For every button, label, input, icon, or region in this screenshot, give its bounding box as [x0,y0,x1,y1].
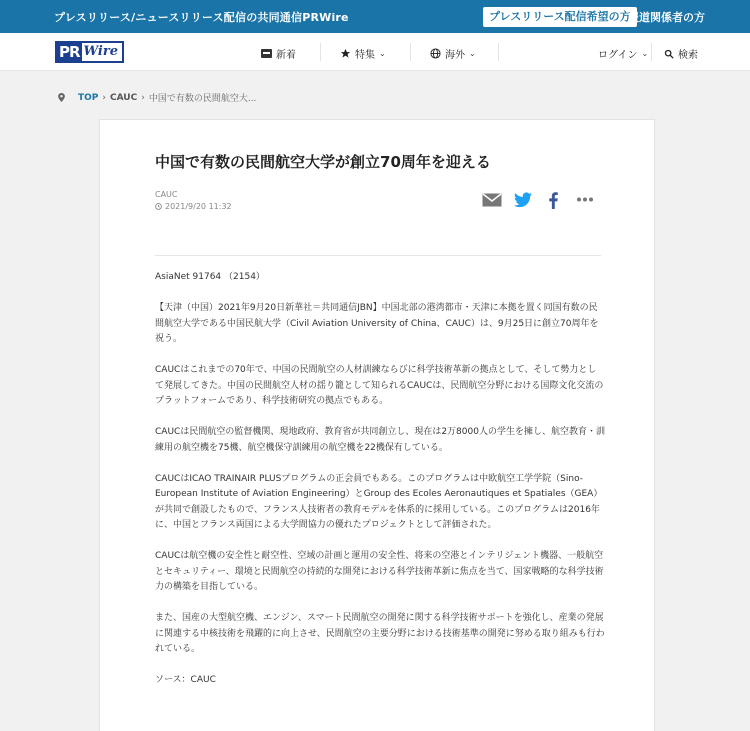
breadcrumb-separator-icon: › [141,92,145,103]
breadcrumb-company[interactable]: CAUC [110,92,138,103]
article-date-text: 2021/9/20 11:32 [165,202,232,211]
nav-search-label: 検索 [678,50,698,61]
chevron-down-icon: ⌄ [379,49,386,58]
nav-overseas[interactable] [430,46,476,61]
nav-search[interactable] [664,46,698,61]
search-icon [664,49,674,59]
article-title: 中国で有数の民間航空大学が創立70周年を迎える [155,153,491,171]
nav-login-label: ログイン [598,50,638,61]
twitter-icon[interactable] [514,192,532,208]
article-divider [155,255,601,256]
article-card [99,119,655,731]
article-paragraph: CAUCはこれまでの70年で、中国の民間航空の人材訓練ならびに科学技術革新の拠点として、そして勢力として発展してきた。中国の民間航空人材の揺り籠として知られるCAUCは、民間航空分野における国際文化交流のプラットフォームであり、科学技術研究の拠点でもある。 [155,365,604,406]
chevron-down-icon: ⌄ [469,49,476,58]
site-tagline: プレスリリース/ニュースリリース配信の共同通信PRWire [54,11,349,24]
article-date [155,202,232,211]
article-paragraph: CAUCは民間航空の監督機関、現地政府、教育省が共同創立し、現在は2万8000人の学生を擁し、航空教育・訓練用の航空機を75機、航空機保守訓練用の航空機を22機保有している。 [155,427,605,453]
globe-icon [430,48,441,59]
article-paragraph: また、国産の大型航空機、エンジン、スマート民間航空の開発に関する科学技術サポートを強化し、産業の発展に関連する中核技術を飛躍的に向上させ、民間航空の主要分野における技術基準の開発に努める取り組みも行われている。 [155,613,605,654]
press-release-cta-button[interactable]: プレスリリース配信希望の方 [483,7,637,27]
breadcrumb [58,91,256,104]
article-company[interactable]: CAUC [155,190,178,199]
nav-news[interactable] [261,46,296,61]
top-bar [0,0,750,33]
more-icon[interactable] [577,197,593,202]
breadcrumb-top[interactable]: TOP [78,92,99,103]
media-link[interactable]: 報道関係者の方 [628,11,705,24]
star-icon [340,48,351,59]
location-pin-icon [58,93,65,102]
main-nav [0,33,750,71]
newspaper-icon [261,49,272,58]
nav-features[interactable] [340,46,386,61]
chevron-down-icon: ⌄ [641,49,649,58]
article-paragraph: 【天津（中国）2021年9月20日新華社＝共同通信JBN】中国北部の港湾都市・天津に本拠を置く同国有数の民間航空大学である中国民航大学（Civil Aviation University of China、CAUC）は、9月25日に創立70周年を祝う。 [155,303,599,344]
prwire-logo[interactable] [55,41,124,63]
clock-icon [155,203,162,210]
nav-overseas-label: 海外 [445,50,465,61]
article-paragraph: ソース：CAUC [155,675,216,685]
nav-login[interactable] [598,46,648,61]
article-paragraph: CAUCはICAO TRAINAIR PLUSプログラムの正会員でもある。このプログラムは中欧航空工学学院（Sino-European Institute of Aviation Engineering）とGroup des Ecoles Aeronautiques et Spatiales（GEA）が共同で創設したもので、フランス人技術者の教育モデルを体系的に採用している。このプログラムは2016年に、中国とフランス両国による大学間協力の優れたプロジェクトとして評価された。 [155,473,603,530]
nav-divider [410,43,411,61]
breadcrumb-separator-icon: › [102,92,106,103]
nav-features-label: 特集 [355,50,375,61]
facebook-icon[interactable] [549,192,558,209]
nav-news-label: 新着 [276,50,296,61]
logo-pr-text: PR [59,43,80,61]
article-body [155,270,605,704]
nav-divider [320,43,321,61]
mail-icon[interactable] [482,192,502,208]
breadcrumb-current: 中国で有数の民間航空大... [148,94,257,104]
article-paragraph: AsiaNet 91764 （2154） [155,272,265,282]
article-paragraph: CAUCは航空機の安全性と耐空性、空域の計画と運用の安全性、将来の空港とインテリジェント機器、一般航空とセキュリティー、環境と民間航空の持続的な開発における科学技術革新に焦点を当て、国家戦略的な科学技術力の構築を目指している。 [155,551,604,592]
logo-wire-text: Wire [82,43,122,61]
nav-divider [498,43,499,61]
nav-divider [651,43,652,61]
